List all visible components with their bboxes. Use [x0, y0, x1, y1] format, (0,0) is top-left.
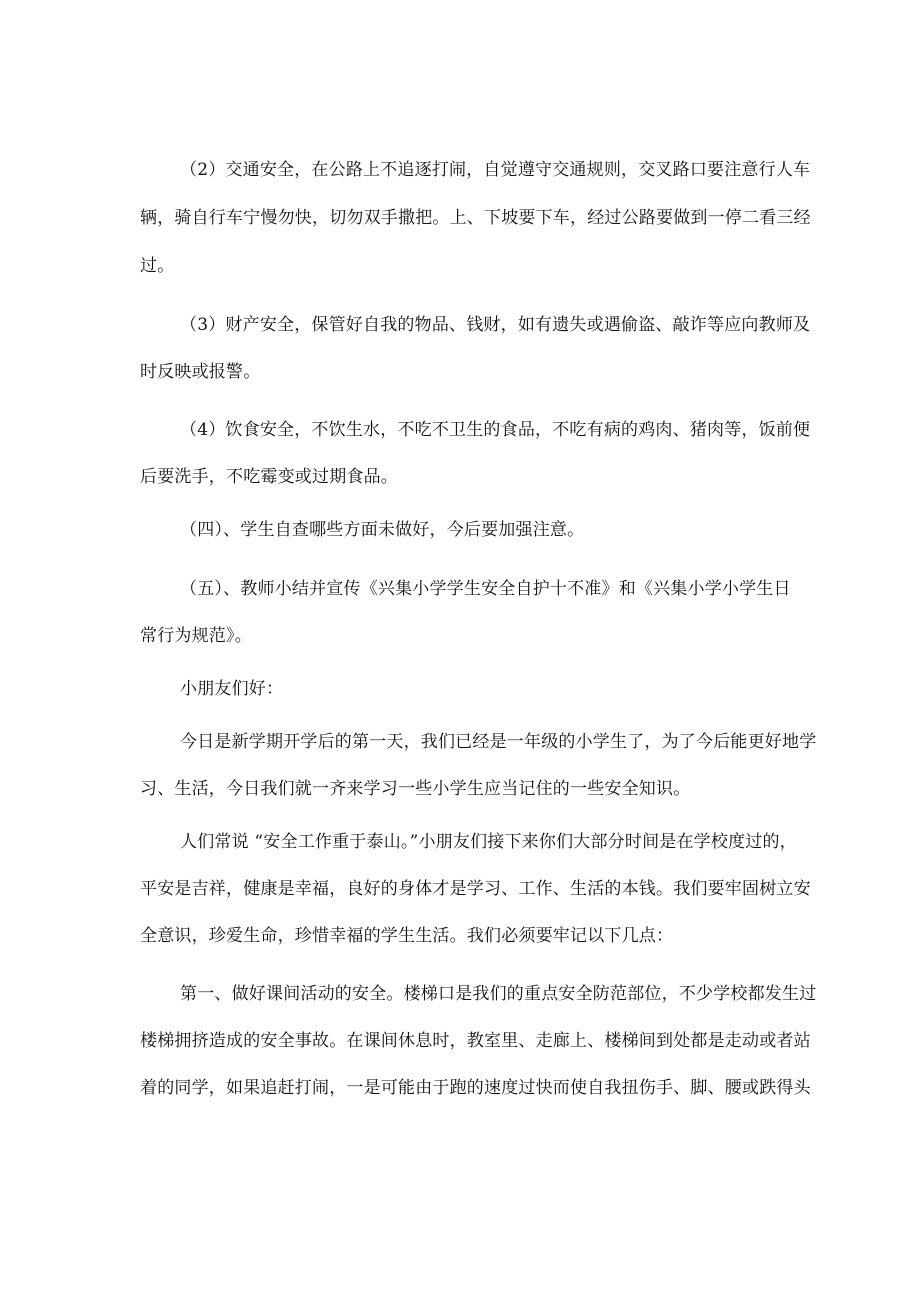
text-line: （2）交通安全，在公路上不追逐打闹，自觉遵守交通规则，交叉路口要注意行人车	[180, 160, 811, 180]
text-line: （4）饮食安全，不饮生水，不吃不卫生的食品，不吃有病的鸡肉、猪肉等，饭前便	[180, 420, 811, 440]
text-line: 今日是新学期开学后的第一天，我们已经是一年级的小学生了，为了今后能更好地学	[180, 732, 817, 752]
text-line: 人们常说 “安全工作重于泰山。”小朋友们接下来你们大部分时间是在学校度过的，	[180, 832, 797, 852]
text-line: 楼梯拥挤造成的安全事故。在课间休息时，教室里、走廊上、楼梯间到处都是走动或者站	[140, 1031, 811, 1051]
text-line: 常行为规范》。	[140, 626, 252, 646]
text-line: 习、生活，今日我们就一齐来学习一些小学生应当记住的一些安全知识。	[140, 779, 691, 799]
text-line: 后要洗手，不吃霉变或过期食品。	[140, 467, 398, 487]
text-line: 全意识，珍爱生命，珍惜幸福的学生生活。我们必须要牢记以下几点：	[140, 926, 674, 946]
text-line: 着的同学，如果追赶打闹，一是可能由于跑的速度过快而使自我扭伤手、脚、腰或跌得头	[140, 1078, 811, 1098]
text-line: （五）、教师小结并宣传《兴集小学学生安全自护十不准》和《兴集小学小学生日	[180, 579, 791, 599]
text-line: 平安是吉祥，健康是幸福，良好的身体才是学习、工作、生活的本钱。我们要牢固树立安	[140, 879, 811, 899]
text-line: （四）、学生自查哪些方面未做好，今后要加强注意。	[180, 520, 585, 540]
text-line: 小朋友们好：	[180, 679, 284, 699]
text-line: （3）财产安全，保管好自我的物品、钱财，如有遗失或遇偷盗、敲诈等应向教师及	[180, 315, 811, 335]
text-line: 第一、做好课间活动的安全。楼梯口是我们的重点安全防范部位，不少学校都发生过	[180, 984, 817, 1004]
text-line: 过。	[140, 256, 175, 276]
text-line: 时反映或报警。	[140, 362, 261, 382]
text-line: 辆，骑自行车宁慢勿快，切勿双手撒把。上、下坡要下车，经过公路要做到一停二看三经	[140, 208, 811, 228]
